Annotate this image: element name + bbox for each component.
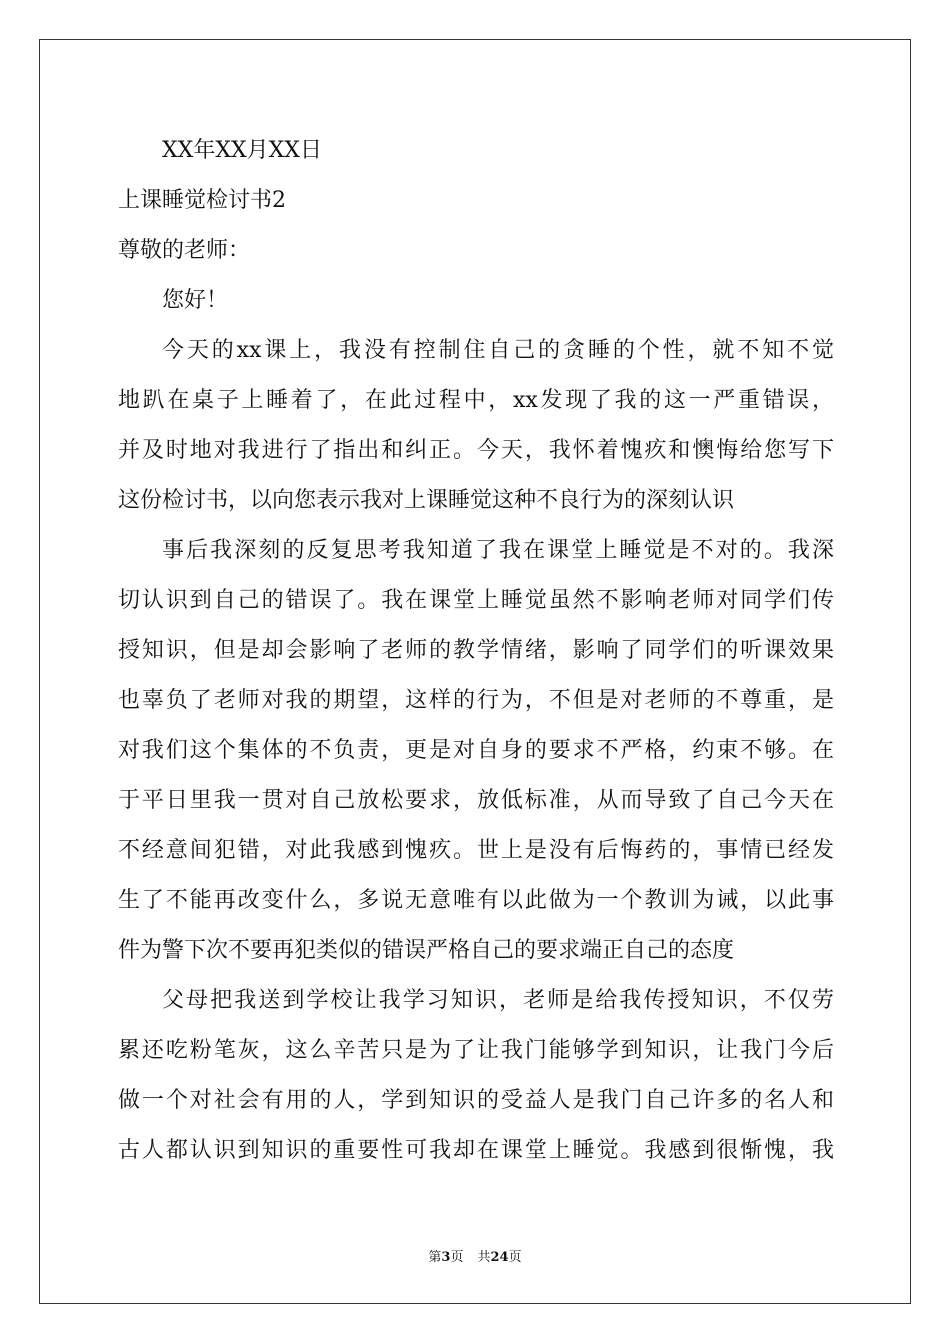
paragraph-line: 生了不能再改变什么，多说无意唯有以此做为一个教训为诫，以此事 [118, 888, 834, 913]
paragraph-line: 这份检讨书，以向您表示我对上课睡觉这种不良行为的深刻认识 [118, 488, 735, 513]
paragraph-line: 于平日里我一贯对自己放松要求，放低标准，从而导致了自己今天在 [118, 788, 834, 813]
paragraph-line: 做一个对社会有用的人，学到知识的受益人是我门自己许多的名人和 [118, 1088, 834, 1113]
paragraph-2 [118, 526, 834, 976]
paragraph-line: 古人都认识到知识的重要性可我却在课堂上睡觉。我感到很惭愧，我 [118, 1138, 834, 1163]
paragraph-line: 地趴在桌子上睡着了，在此过程中，xx发现了我的这一严重错误， [118, 388, 834, 413]
paragraph-line: 件为警下次不要再犯类似的错误严格自己的要求端正自己的态度 [118, 938, 735, 963]
paragraph-line: 事后我深刻的反复思考我知道了我在课堂上睡觉是不对的。我深 [162, 538, 834, 563]
page-number: 3 [441, 1250, 451, 1265]
paragraph-line: 不经意间犯错，对此我感到愧疚。世上是没有后悔药的，事情已经发 [118, 838, 834, 863]
paragraph-3 [118, 976, 834, 1176]
page-prefix: 第 [428, 1250, 442, 1265]
total-pages: 24 [490, 1250, 509, 1265]
paragraph-line: 授知识，但是却会影响了老师的教学情绪，影响了同学们的听课效果 [118, 638, 834, 663]
salutation: 尊敬的老师： [118, 238, 251, 263]
page-footer [0, 1246, 950, 1265]
date-line: XX年XX月XX日 [162, 138, 322, 163]
paragraph-line: 今天的xx课上，我没有控制住自己的贪睡的个性，就不知不觉 [162, 338, 834, 363]
paragraph-line: 父母把我送到学校让我学习知识，老师是给我传授知识，不仅劳 [162, 988, 834, 1013]
greeting: 您好！ [162, 288, 229, 313]
document-title: 上课睡觉检讨书2 [118, 188, 286, 213]
paragraph-line: 切认识到自己的错误了。我在课堂上睡觉虽然不影响老师对同学们传 [118, 588, 834, 613]
paragraph-line: 对我们这个集体的不负责，更是对自身的要求不严格，约束不够。在 [118, 738, 834, 763]
paragraph-line: 并及时地对我进行了指出和纠正。今天，我怀着愧疚和懊悔给您写下 [118, 438, 834, 463]
document-body [118, 126, 834, 1176]
page-suffix: 页 [450, 1250, 464, 1265]
paragraph-1 [118, 326, 834, 526]
total-prefix: 共 [477, 1250, 491, 1265]
paragraph-line: 也辜负了老师对我的期望，这样的行为，不但是对老师的不尊重，是 [118, 688, 834, 713]
total-suffix: 页 [508, 1250, 522, 1265]
paragraph-line: 累还吃粉笔灰，这么辛苦只是为了让我门能够学到知识，让我门今后 [118, 1038, 834, 1063]
